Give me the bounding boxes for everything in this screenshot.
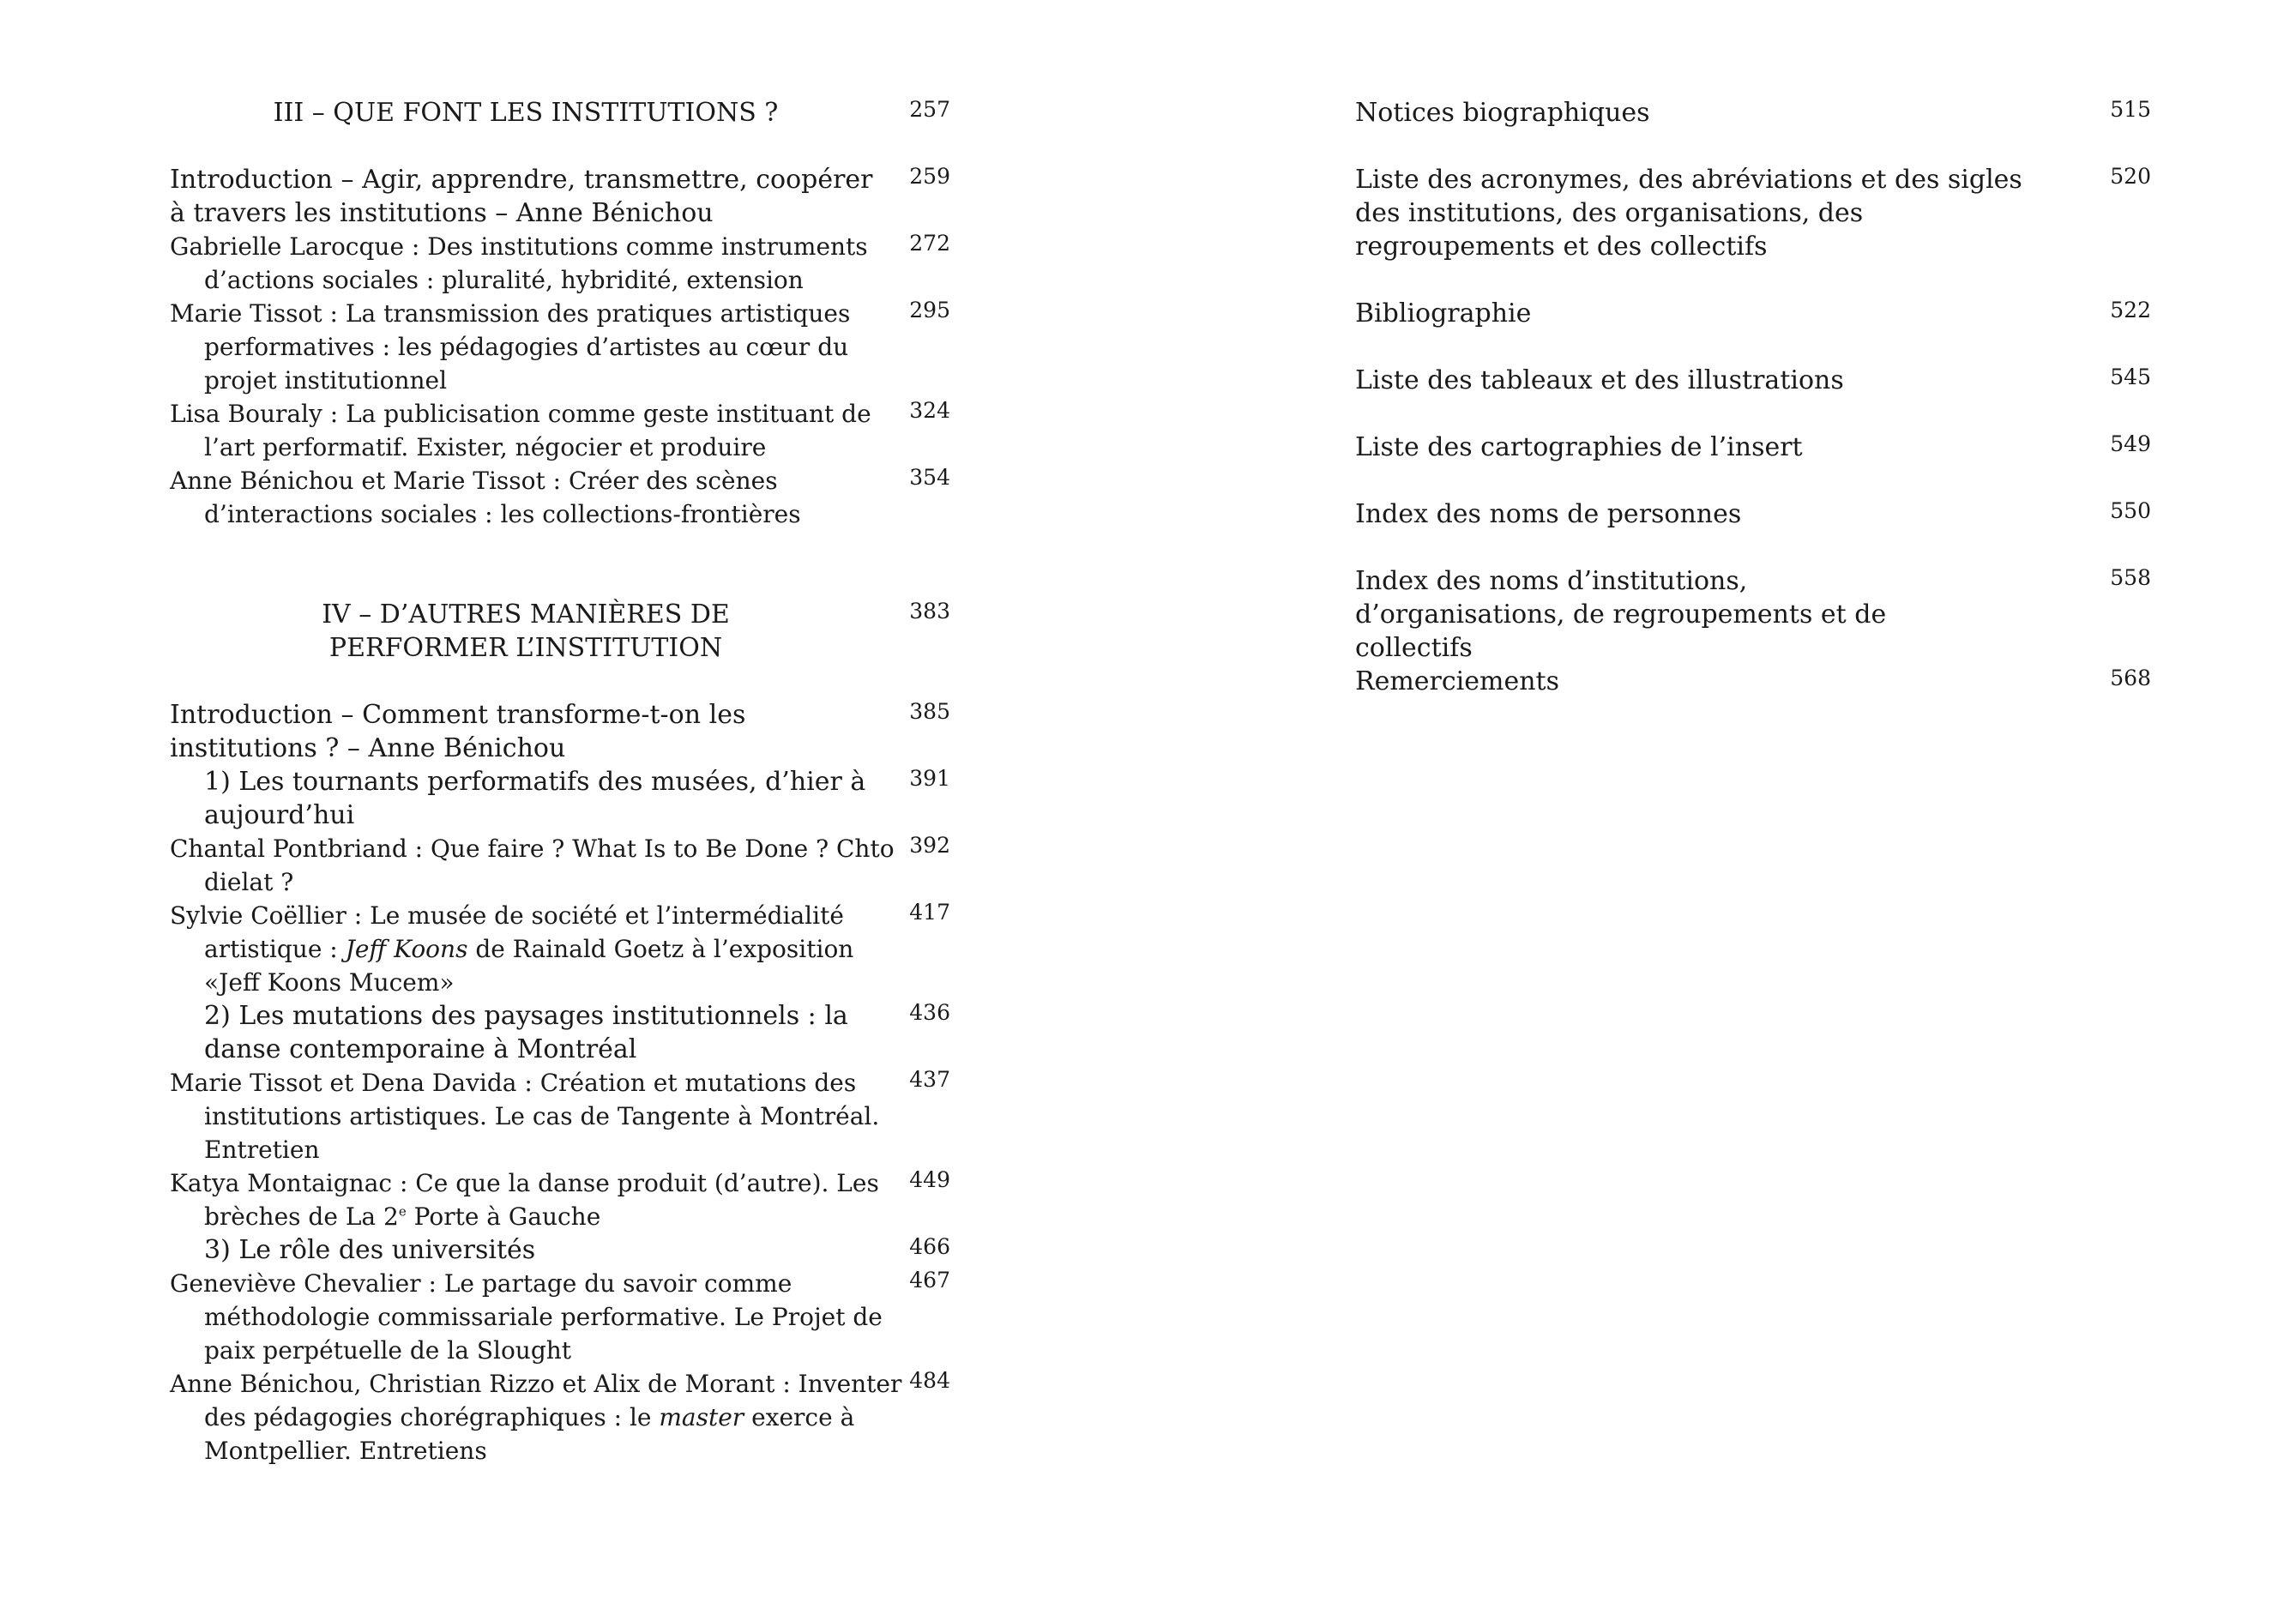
chapter-title: Marie Tissot et Dena Davida : Création et mutations des institutions artistiques. Le cas de Tangente à Montréal. Entretien <box>170 1069 880 1164</box>
entry-title: Liste des tableaux et des illustrations <box>1355 365 1844 395</box>
work-title-italic: Jeff Koons <box>345 935 468 963</box>
entry-title: Liste des acronymes, des abréviations et des sigles des institutions, des organisations, des regroupements et des collectifs <box>1355 165 2022 262</box>
chapter-text: Katya Montaignac : Ce que la danse produit (d’autre). Les brèches de La 2 <box>170 1169 879 1231</box>
chapter-text: Sylvie Coëllier : Le musée de société et l’intermédialité artistique : <box>170 901 844 963</box>
intro-title: Introduction – Agir, apprendre, transmettre, coopérer à travers les institutions – Anne Bénichou <box>170 165 873 228</box>
page-number: 520 <box>2110 164 2151 189</box>
superscript: e <box>398 1203 407 1220</box>
page-number: 437 <box>909 1067 950 1092</box>
entry-title: Remerciements <box>1355 666 1560 696</box>
page-number: 391 <box>909 766 950 791</box>
page-number: 354 <box>909 465 950 490</box>
chapter-text: exerce à Montpellier. Entretiens <box>204 1403 855 1465</box>
page-number: 392 <box>909 833 950 858</box>
chapter-title <box>170 899 916 999</box>
page-number: 324 <box>909 398 950 423</box>
work-title-italic: master <box>659 1403 744 1431</box>
entry-title: Bibliographie <box>1355 298 1532 328</box>
chapter-title: Geneviève Chevalier : Le partage du savoir comme méthodologie commissariale performative. Le Projet de paix perpétuelle de la Slought <box>170 1269 883 1365</box>
entry-title: Notices biographiques <box>1355 98 1650 128</box>
entry-title: Liste des cartographies de l’insert <box>1355 432 1803 462</box>
chapter-text: Porte à Gauche <box>406 1202 601 1231</box>
page-number: 385 <box>909 699 950 724</box>
chapter-title: Lisa Bouraly : La publicisation comme geste instituant de l’art performatif. Exister, négocier et produire <box>170 400 871 461</box>
chapter-title: Gabrielle Larocque : Des institutions comme instruments d’actions sociales : pluralité, hybridité, extension <box>170 232 868 294</box>
page-number: 259 <box>909 164 950 189</box>
page-number: 383 <box>909 599 950 624</box>
page-number: 417 <box>909 900 950 925</box>
subsection-title: 3) Le rôle des universités <box>204 1235 536 1265</box>
section-title <box>170 598 882 665</box>
chapter-title: Anne Bénichou et Marie Tissot : Créer des scènes d’interactions sociales : les collections-frontières <box>170 467 801 528</box>
chapter-title: Marie Tissot : La transmission des pratiques artistiques performatives : les pédagogies d’artistes au cœur du projet institutionnel <box>170 299 851 395</box>
chapter-text: de Rainald Goetz à l’exposition «Jeff Koons Mucem» <box>204 935 854 997</box>
subsection-title: 2) Les mutations des paysages institutionnels : la danse contemporaine à Montréal <box>204 1001 848 1064</box>
page-number: 515 <box>2110 97 2151 122</box>
entry-title: Index des noms d’institutions, d’organisations, de regroupements et de collectifs <box>1355 566 1887 663</box>
page-number: 522 <box>2110 298 2151 322</box>
page-number: 484 <box>909 1368 950 1393</box>
page-number: 545 <box>2110 365 2151 389</box>
page-number: 558 <box>2110 565 2151 590</box>
page-number: 295 <box>909 298 950 322</box>
subsection-title: 1) Les tournants performatifs des musées, d’hier à aujourd’hui <box>204 767 866 830</box>
chapter-title <box>170 1166 916 1233</box>
page-number: 466 <box>909 1234 950 1259</box>
page-number: 550 <box>2110 498 2151 523</box>
section-title: III – QUE FONT LES INSTITUTIONS ? <box>273 98 779 128</box>
page-number: 272 <box>909 231 950 256</box>
chapter-title <box>170 1367 916 1467</box>
chapter-text: Anne Bénichou, Christian Rizzo et Alix de Morant : Inventer des pédagogies chorégraphiques : le <box>170 1370 902 1431</box>
page-number: 549 <box>2110 431 2151 456</box>
page-number: 257 <box>909 97 950 122</box>
page-number: 449 <box>909 1167 950 1192</box>
page-number: 568 <box>2110 666 2151 690</box>
intro-title: Introduction – Comment transforme-t-on les institutions ? – Anne Bénichou <box>170 700 746 763</box>
chapter-title: Chantal Pontbriand : Que faire ? What Is to Be Done ? Chto dielat ? <box>170 835 895 896</box>
page-number: 467 <box>909 1268 950 1293</box>
section-title-line: PERFORMER L’INSTITUTION <box>328 633 723 663</box>
page-number: 436 <box>909 1000 950 1025</box>
section-title-line: IV – D’AUTRES MANIÈRES DE <box>322 600 730 630</box>
entry-title: Index des noms de personnes <box>1355 499 1742 529</box>
